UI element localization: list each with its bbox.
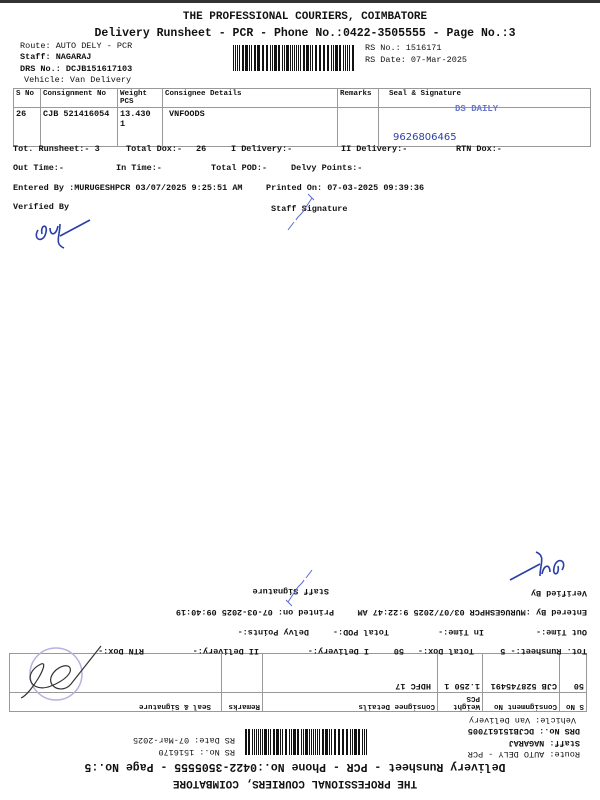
seal-stamp-signature xyxy=(1,644,111,704)
col-remarks: Remarks xyxy=(338,89,379,108)
barcode-bar xyxy=(235,45,236,71)
barcode-bar xyxy=(364,729,365,755)
cell-consignee: VNFOODS xyxy=(163,108,338,147)
col-consignee: Consignee Details xyxy=(263,693,438,712)
rtn-dox: RTN Dox:- xyxy=(456,144,502,154)
col-remarks: Remarks xyxy=(222,693,263,712)
barcode-bar xyxy=(313,729,314,755)
cell-weight-pcs: 1.250 1 xyxy=(438,654,483,693)
barcode-bar xyxy=(316,45,317,71)
barcode-bar xyxy=(319,729,320,755)
col-weight-pcs: Weight PCS xyxy=(118,89,163,108)
handwritten-phone: 9626806465 xyxy=(393,132,457,143)
total-dox-value: 50 xyxy=(393,646,404,656)
barcode-bar xyxy=(270,729,271,755)
rs-no: RS No.: 1516171 xyxy=(365,43,442,53)
cell-consignment: CJB 528745491 xyxy=(483,654,560,693)
ii-delivery: II Delivery:- xyxy=(192,646,259,656)
barcode-bar xyxy=(293,729,294,755)
col-sno: S No xyxy=(560,693,587,712)
barcode-bar xyxy=(328,45,329,71)
rs-no: RS No.: 1516170 xyxy=(158,747,235,757)
drs-no: DRS No.: DCJB151617005 xyxy=(467,726,580,736)
route: Route: AUTO DELY - PCR xyxy=(467,749,580,759)
rtn-dox: RTN Dox:- xyxy=(98,646,144,656)
barcode-bar xyxy=(289,729,290,755)
barcode-bar xyxy=(325,729,326,755)
barcode-bar xyxy=(262,729,263,755)
barcode-bar xyxy=(311,729,312,755)
barcode-bar xyxy=(285,729,286,755)
barcode-bar xyxy=(339,729,340,755)
barcode-bar xyxy=(267,45,268,71)
total-pod: Total POD:- xyxy=(332,627,389,637)
barcode-bar xyxy=(274,729,275,755)
barcode-bar xyxy=(255,45,256,71)
i-delivery: I Delivery:- xyxy=(231,144,293,154)
barcode-bar xyxy=(296,45,297,71)
barcode-bar xyxy=(248,729,249,755)
barcode-bar xyxy=(275,45,276,71)
barcode-bar xyxy=(247,45,248,71)
drs-no: DRS No.: DCJB151617103 xyxy=(20,64,133,74)
total-dox-label: Total Dox:- xyxy=(417,646,474,656)
staff-signature xyxy=(276,565,316,610)
barcode-bar xyxy=(254,729,255,755)
cell-sno: 50 xyxy=(560,654,587,693)
company-name: THE PROFESSIONAL COURIERS, COIMBATORE xyxy=(182,11,428,23)
barcode-bar xyxy=(250,729,251,755)
cell-remarks xyxy=(222,654,263,693)
barcode-bar xyxy=(276,729,277,755)
barcode-bar xyxy=(273,729,274,755)
barcode-bar xyxy=(243,45,244,71)
total-dox-label: Total Dox:- xyxy=(126,144,183,154)
route: Route: AUTO DELY - PCR xyxy=(20,41,133,51)
verified-by-label: Verified By xyxy=(13,202,70,212)
barcode-bar xyxy=(309,729,310,755)
table-row xyxy=(14,108,591,147)
barcode-bar xyxy=(281,729,282,755)
barcode-bar xyxy=(318,729,319,755)
entered-by: Entered By :MURUGESHPCR 03/07/2025 9:22:47 AM xyxy=(357,607,587,617)
barcode-bar xyxy=(343,729,344,755)
barcode-bar xyxy=(279,45,280,71)
col-weight-pcs: Weight PCS xyxy=(438,693,483,712)
out-time: Out Time:- xyxy=(13,163,65,173)
in-time: In Time:- xyxy=(116,163,162,173)
printed-on: Printed on: 07-03-2025 09:40:19 xyxy=(175,607,334,617)
barcode-bar xyxy=(284,45,285,71)
cell-consignment: CJB 521416054 xyxy=(41,108,118,147)
barcode-bar xyxy=(259,45,260,71)
table-row xyxy=(10,654,587,693)
barcode-bar xyxy=(300,45,301,71)
barcode-bar xyxy=(353,45,354,71)
staff: Staff: NAGARAJ xyxy=(508,738,580,748)
cell-remarks xyxy=(338,108,379,147)
barcode-bar xyxy=(299,729,300,755)
barcode-bar xyxy=(315,729,316,755)
barcode-bar xyxy=(287,45,288,71)
barcode-bar xyxy=(352,729,353,755)
barcode-bar xyxy=(252,729,253,755)
barcode-bar xyxy=(312,45,313,71)
barcode-bar xyxy=(355,729,356,755)
staff-signature-label: Staff Signature xyxy=(252,586,329,596)
barcode-bar xyxy=(334,729,335,755)
verified-by-label: Verified By xyxy=(530,588,587,598)
barcode-bar xyxy=(350,729,351,755)
seal-stamp: DS DAILY xyxy=(455,104,499,114)
barcode-bar xyxy=(327,729,328,755)
barcode-bar xyxy=(304,45,305,71)
barcode-bar xyxy=(358,729,359,755)
staff: Staff: NAGARAJ xyxy=(20,52,92,62)
barcode xyxy=(245,729,367,755)
col-seal-signature: Seal & Signature xyxy=(10,693,222,712)
cell-seal-signature xyxy=(10,654,222,693)
total-pod: Total POD:- xyxy=(211,163,268,173)
col-consignment: Consignment No xyxy=(41,89,118,108)
barcode-bar xyxy=(287,729,288,755)
cell-seal-signature xyxy=(379,104,591,147)
barcode-bar xyxy=(354,729,355,755)
barcode-bar xyxy=(256,729,257,755)
ii-delivery: II Delivery:- xyxy=(341,144,408,154)
barcode-bar xyxy=(301,729,302,755)
consignment-table xyxy=(13,88,591,147)
staff-signature-label: Staff Signature xyxy=(271,204,348,214)
runsheet-subtitle: Delivery Runsheet - PCR - Phone No.:0422-3505555 - Page No.:3 xyxy=(94,27,516,40)
col-seal-signature: Seal & Signature xyxy=(379,89,591,108)
table-header xyxy=(14,89,591,108)
barcode-bar xyxy=(239,45,240,71)
barcode-bar xyxy=(333,45,334,71)
barcode-bar xyxy=(362,729,363,755)
cell-weight-pcs: 13.430 1 xyxy=(118,108,163,147)
col-consignment: Consignment No xyxy=(483,693,560,712)
vehicle: Vehicle: Van Delivery xyxy=(24,75,132,85)
barcode-bar xyxy=(322,729,323,755)
barcode-bar xyxy=(245,729,246,755)
barcode-bar xyxy=(366,729,367,755)
entered-by: Entered By :MURUGESHPCR 03/07/2025 9:25:51 AM xyxy=(13,183,243,193)
barcode-bar xyxy=(323,729,324,755)
barcode-bar xyxy=(269,729,270,755)
runsheet-subtitle: Delivery Runsheet - PCR - Phone No.:0422-3505555 - Page No.:5 xyxy=(84,760,506,773)
barcode-bar xyxy=(345,45,346,71)
barcode-bar xyxy=(338,729,339,755)
barcode-bar xyxy=(307,729,308,755)
cell-sno: 26 xyxy=(14,108,41,147)
vehicle: Vehicle: Van Delivery xyxy=(468,715,576,725)
barcode-bar xyxy=(324,45,325,71)
barcode-bar xyxy=(263,45,264,71)
tot-runsheet: Tot. Runsheet:- 3 xyxy=(13,144,100,154)
rs-date: RS Date: 07-Mar-2025 xyxy=(365,55,468,65)
barcode-bar xyxy=(336,45,337,71)
barcode-bar xyxy=(261,729,262,755)
barcode-bar xyxy=(294,729,295,755)
rs-date: RS Date: 07-Mar-2025 xyxy=(132,735,235,745)
company-name: THE PROFESSIONAL COURIERS, COIMBATORE xyxy=(172,777,418,789)
barcode-bar xyxy=(258,729,259,755)
barcode-bar xyxy=(266,729,267,755)
runsheet-page-5-inverted xyxy=(0,400,600,800)
barcode-bar xyxy=(264,729,265,755)
barcode-bar xyxy=(346,729,347,755)
barcode-bar xyxy=(340,45,341,71)
printed-on: Printed On: 07-03-2025 09:39:36 xyxy=(266,183,425,193)
out-time: Out Time:- xyxy=(535,627,587,637)
delvy-points: Delvy Points:- xyxy=(237,627,309,637)
barcode-bar xyxy=(282,729,283,755)
consignment-table xyxy=(9,653,587,712)
barcode-bar xyxy=(320,45,321,71)
total-dox-value: 26 xyxy=(196,144,207,154)
barcode-bar xyxy=(342,729,343,755)
barcode-bar xyxy=(278,729,279,755)
barcode-bar xyxy=(349,45,350,71)
in-time: In Time:- xyxy=(438,627,484,637)
verifier-signature xyxy=(30,210,100,250)
barcode-bar xyxy=(308,45,309,71)
barcode-bar xyxy=(292,45,293,71)
barcode-bar xyxy=(360,729,361,755)
staff-signature xyxy=(284,190,324,235)
barcode-bar xyxy=(305,729,306,755)
barcode-bar xyxy=(335,729,336,755)
barcode-bar xyxy=(291,729,292,755)
i-delivery: I Delivery:- xyxy=(307,646,369,656)
cell-consignee: HDFC 17 xyxy=(263,654,438,693)
col-consignee: Consignee Details xyxy=(163,89,338,108)
barcode xyxy=(233,45,355,71)
barcode-bar xyxy=(330,729,331,755)
barcode-bar xyxy=(272,45,273,71)
tot-runsheet: Tot. Runsheet:- 5 xyxy=(500,646,587,656)
barcode-bar xyxy=(331,729,332,755)
barcode-bar xyxy=(303,729,304,755)
verifier-signature xyxy=(500,550,570,590)
delvy-points: Delvy Points:- xyxy=(291,163,363,173)
barcode-bar xyxy=(251,45,252,71)
col-sno: S No xyxy=(14,89,41,108)
barcode-bar xyxy=(297,729,298,755)
barcode-bar xyxy=(348,729,349,755)
